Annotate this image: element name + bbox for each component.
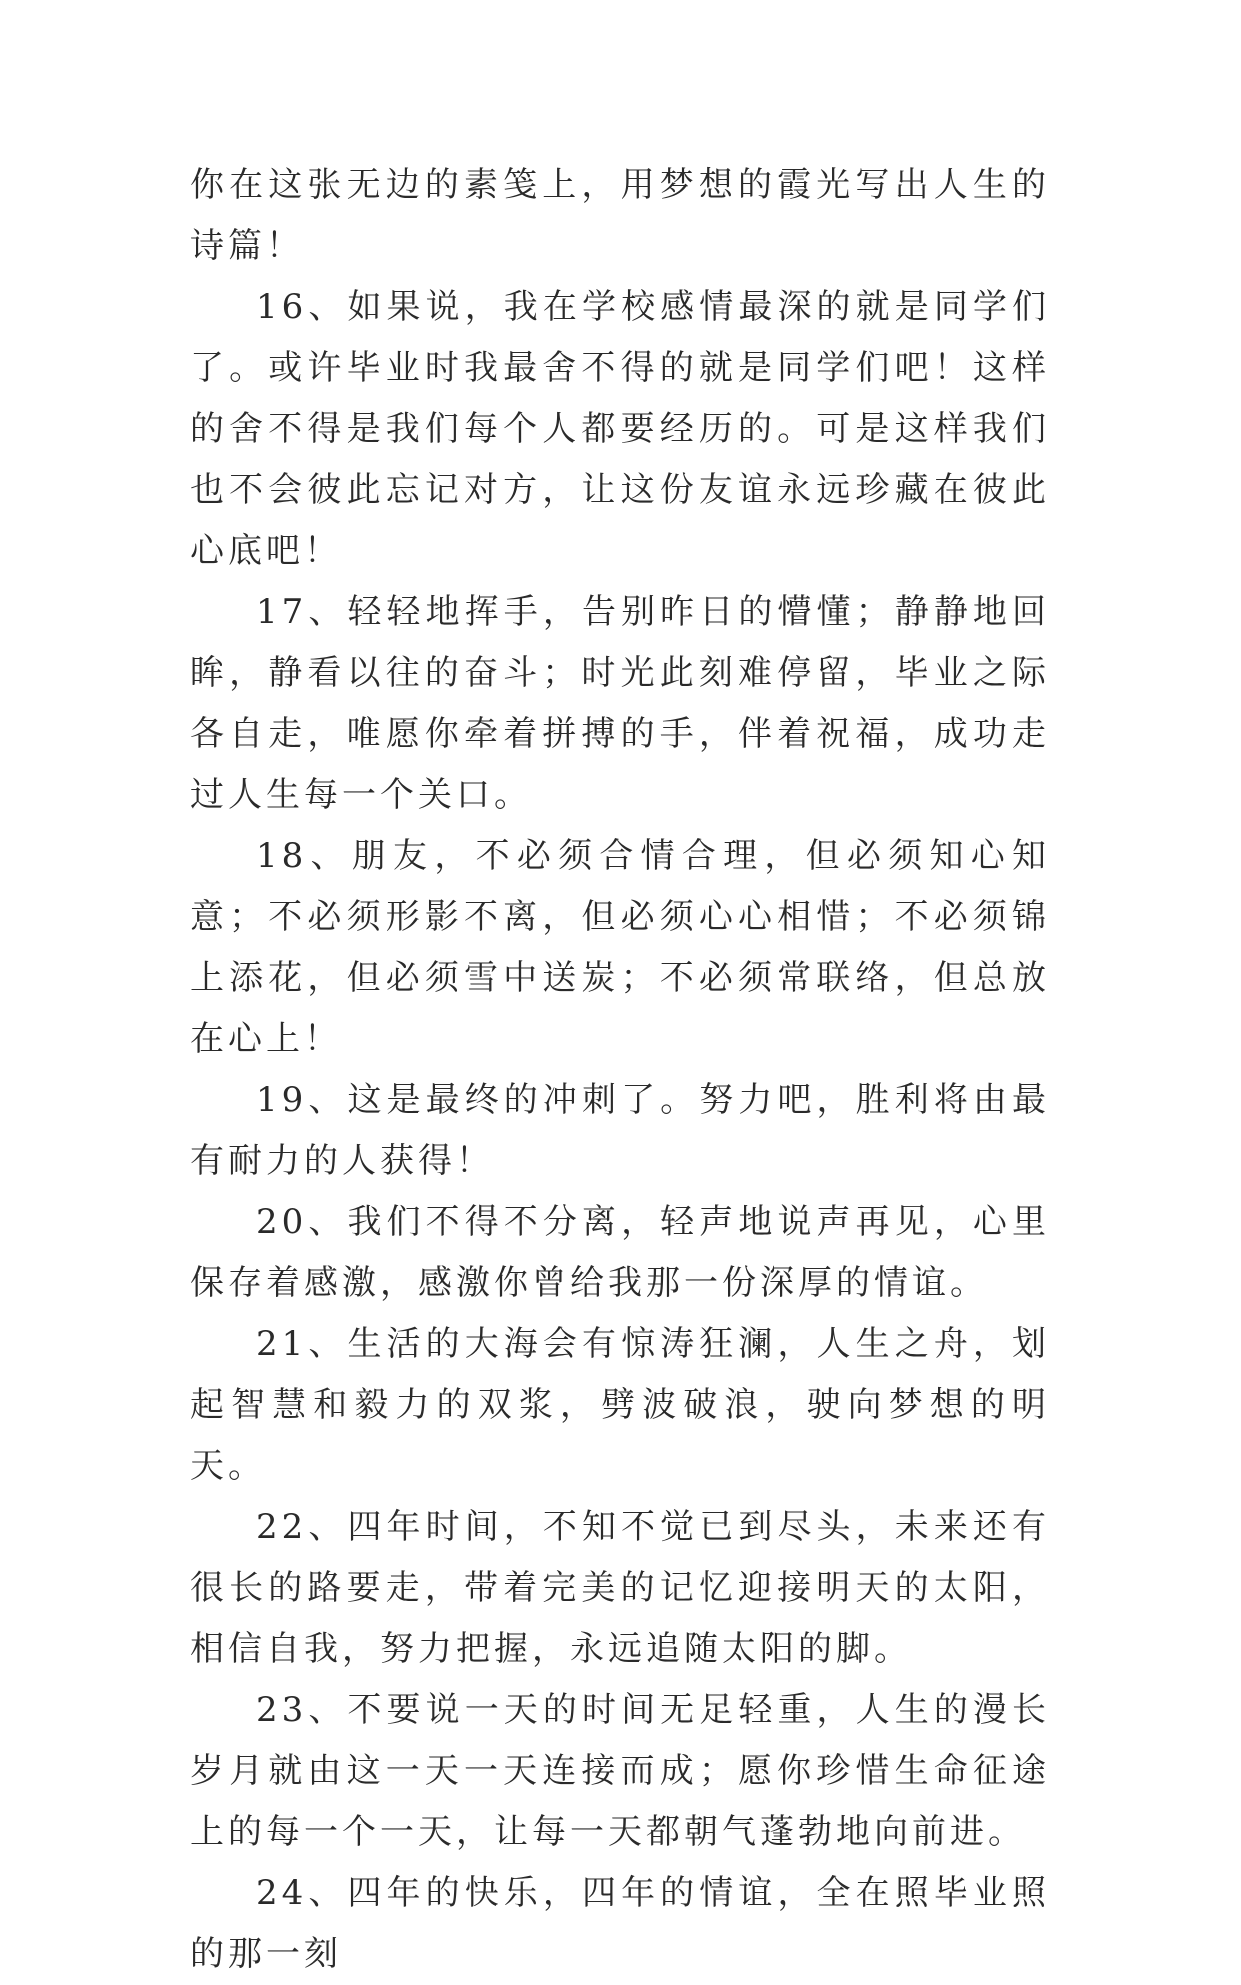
paragraph-19: 19、这是最终的冲刺了。努力吧，胜利将由最有耐力的人获得！ bbox=[190, 1080, 1050, 1181]
paragraph-continuation: 你在这张无边的素笺上，用梦想的霞光写出人生的诗篇！ bbox=[190, 165, 1050, 266]
paragraph-23: 23、不要说一天的时间无足轻重，人生的漫长岁月就由这一天一天连接而成；愿你珍惜生命征途上的每一个一天，让每一天都朝气蓬勃地向前进。 bbox=[190, 1690, 1050, 1852]
paragraph-20: 20、我们不得不分离，轻声地说声再见，心里保存着感激，感激你曾给我那一份深厚的情谊。 bbox=[190, 1202, 1050, 1303]
paragraph-16: 16、如果说，我在学校感情最深的就是同学们了。或许毕业时我最舍不得的就是同学们吧！这样的舍不得是我们每个人都要经历的。可是这样我们也不会彼此忘记对方，让这份友谊永远珍藏在彼此心底吧！ bbox=[190, 287, 1050, 571]
paragraph-17: 17、轻轻地挥手，告别昨日的懵懂；静静地回眸，静看以往的奋斗；时光此刻难停留，毕业之际各自走，唯愿你牵着拼搏的手，伴着祝福，成功走过人生每一个关口。 bbox=[190, 592, 1050, 815]
paragraph-18: 18、朋友，不必须合情合理，但必须知心知意；不必须形影不离，但必须心心相惜；不必须锦上添花，但必须雪中送炭；不必须常联络，但总放在心上！ bbox=[190, 836, 1050, 1059]
paragraph-21: 21、生活的大海会有惊涛狂澜，人生之舟，划起智慧和毅力的双浆，劈波破浪，驶向梦想的明天。 bbox=[190, 1324, 1050, 1486]
paragraph-22: 22、四年时间，不知不觉已到尽头，未来还有很长的路要走，带着完美的记忆迎接明天的太阳，相信自我，努力把握，永远追随太阳的脚。 bbox=[190, 1507, 1050, 1669]
document-body bbox=[190, 155, 1050, 1985]
paragraph-24: 24、四年的快乐，四年的情谊，全在照毕业照的那一刻 bbox=[190, 1873, 1050, 1974]
